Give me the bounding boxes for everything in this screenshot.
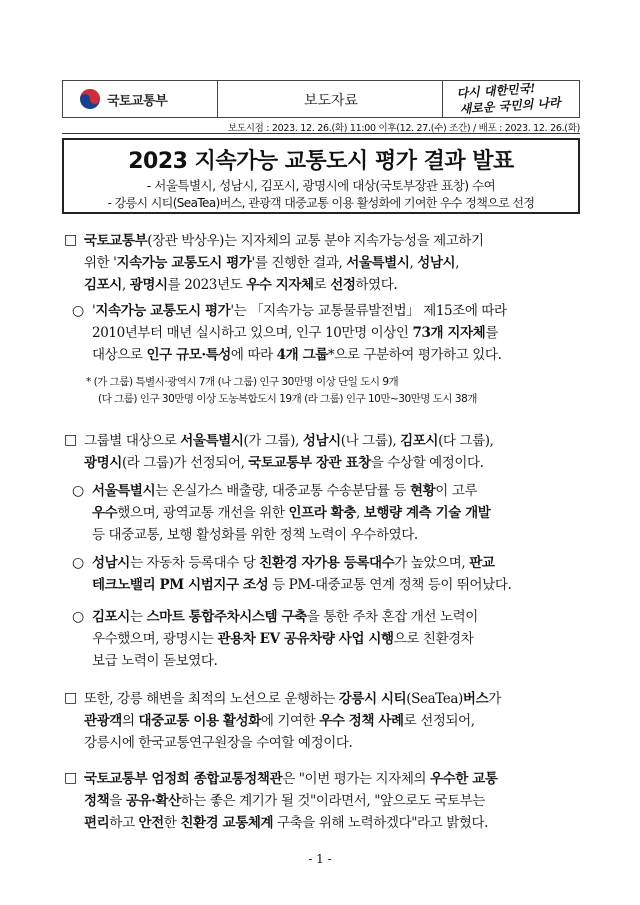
text-line: 2010년부터 매년 실시하고 있으며, 인구 10만명 이상인 73개 지자체를	[92, 325, 498, 341]
slogan-cell	[442, 81, 579, 117]
bullet-square: □	[64, 232, 78, 248]
text-line: 우수했으며, 광역교통 개선을 위한 인프라 확충, 보행량 계측 기술 개발	[92, 505, 491, 521]
paragraph-intro	[84, 230, 580, 296]
header-box	[62, 80, 580, 118]
text-line: 대상으로 인구 규모·특성에 따라 4개 그룹*으로 구분하여 평가하고 있다.	[92, 347, 502, 363]
text-line: 서울특별시는 온실가스 배출량, 대중교통 수송분담률 등 현황이 고루	[92, 483, 478, 499]
bullet-circle: ○	[72, 303, 85, 319]
page-number: - 1 -	[308, 852, 332, 866]
doc-type-label: 보도자료	[303, 93, 359, 109]
text-line: 국토교통부 엄정희 종합교통정책관은 "이번 평가는 지자체의 우수한 교통	[84, 771, 498, 787]
bullet-circle: ○	[72, 483, 85, 499]
slogan-line-2: 새로운 국민의 나라	[459, 95, 562, 117]
slogan-signature	[456, 78, 561, 117]
text-line: 김포시, 광명시를 2023년도 우수 지자체로 선정하였다.	[84, 277, 398, 293]
paragraph-seongnam	[92, 552, 580, 596]
text-line: 또한, 강릉 해변을 최적의 노선으로 운행하는 강릉시 시티(SeaTea)버스가	[84, 691, 501, 707]
ministry-logo-cell	[63, 81, 218, 117]
ministry-name: 국토교통부	[107, 94, 168, 109]
text-line: 국토교통부(장관 박상우)는 지자체의 교통 분야 지속가능성을 제고하기	[84, 233, 484, 249]
bullet-square: □	[64, 690, 78, 706]
text-line: 김포시는 스마트 통합주차시스템 구축을 통한 주차 혼잡 개선 노력이	[92, 609, 478, 625]
bullet-square: □	[64, 770, 78, 786]
paragraph-gangneung	[84, 688, 580, 754]
bullet-circle: ○	[72, 609, 85, 625]
text-line: 우수했으며, 광명시는 관용차 EV 공유차량 사업 시행으로 친환경차	[92, 631, 474, 647]
paragraph-gimpo-gwangmyeong	[92, 606, 580, 672]
subtitle-2: - 강릉시 시티(SeaTea)버스, 관광객 대중교통 이용 활성화에 기여한 우수 정책으로 선정	[107, 196, 535, 210]
text-line: 그룹별 대상으로 서울특별시(가 그룹), 성남시(나 그룹), 김포시(다 그룹),	[84, 433, 494, 449]
text-line: '지속가능 교통도시 평가'는 「지속가능 교통물류발전법」 제15조에 따라	[92, 303, 507, 319]
footnote-line-2: (다 그룹) 인구 30만명 이상 도농복합도시 19개 (라 그룹) 인구 10만~30만명 도시 38개	[98, 393, 477, 405]
taegeuk-logo-icon	[79, 88, 101, 110]
text-line: 정책을 공유·확산하는 좋은 계기가 될 것"이라면서, "앞으로도 국토부는	[84, 793, 486, 809]
footnote-line-1: * (가 그룹) 특별시·광역시 7개 (나 그룹) 인구 30만명 이상 단일 도시 9개	[86, 376, 399, 388]
paragraph-evaluation-basis	[92, 300, 580, 366]
paragraph-quote	[84, 768, 580, 834]
page-title: 2023 지속가능 교통도시 평가 결과 발표	[128, 149, 514, 174]
bullet-circle: ○	[72, 555, 85, 571]
slogan-line-1: 다시 대한민국!	[456, 81, 536, 101]
text-line: 편리하고 안전한 친환경 교통체계 구축을 위해 노력하겠다"라고 밝혔다.	[84, 815, 489, 831]
bullet-square: □	[64, 432, 78, 448]
text-line: 위한 '지속가능 교통도시 평가'를 진행한 결과, 서울특별시, 성남시,	[84, 255, 460, 271]
dateline-divider	[62, 133, 580, 134]
paragraph-winners	[84, 430, 580, 474]
release-dateline: 보도시점 : 2023. 12. 26.(화) 11:00 이후(12. 27.(수) 조간) / 배포 : 2023. 12. 26.(화)	[228, 123, 580, 134]
text-line: 관광객의 대중교통 이용 활성화에 기여한 우수 정책 사례로 선정되어,	[84, 713, 475, 729]
text-line: 보급 노력이 돋보였다.	[92, 653, 218, 669]
subtitle-1: - 서울특별시, 성남시, 김포시, 광명시에 대상(국토부장관 표창) 수여	[146, 178, 496, 193]
text-line: 성남시는 자동차 등록대수 당 친환경 자가용 등록대수가 높았으며, 판교	[92, 555, 495, 571]
footnote	[86, 374, 580, 408]
text-line: 강릉시에 한국교통연구원장을 수여할 예정이다.	[84, 735, 353, 751]
text-line: 테크노밸리 PM 시범지구 조성 등 PM-대중교통 연계 정책 등이 뛰어났다.	[92, 577, 512, 593]
paragraph-seoul	[92, 480, 580, 546]
text-line: 광명시(라 그룹)가 선정되어, 국토교통부 장관 표창을 수상할 예정이다.	[84, 455, 484, 471]
text-line: 등 대중교통, 보행 활성화를 위한 정책 노력이 우수하였다.	[92, 527, 418, 543]
